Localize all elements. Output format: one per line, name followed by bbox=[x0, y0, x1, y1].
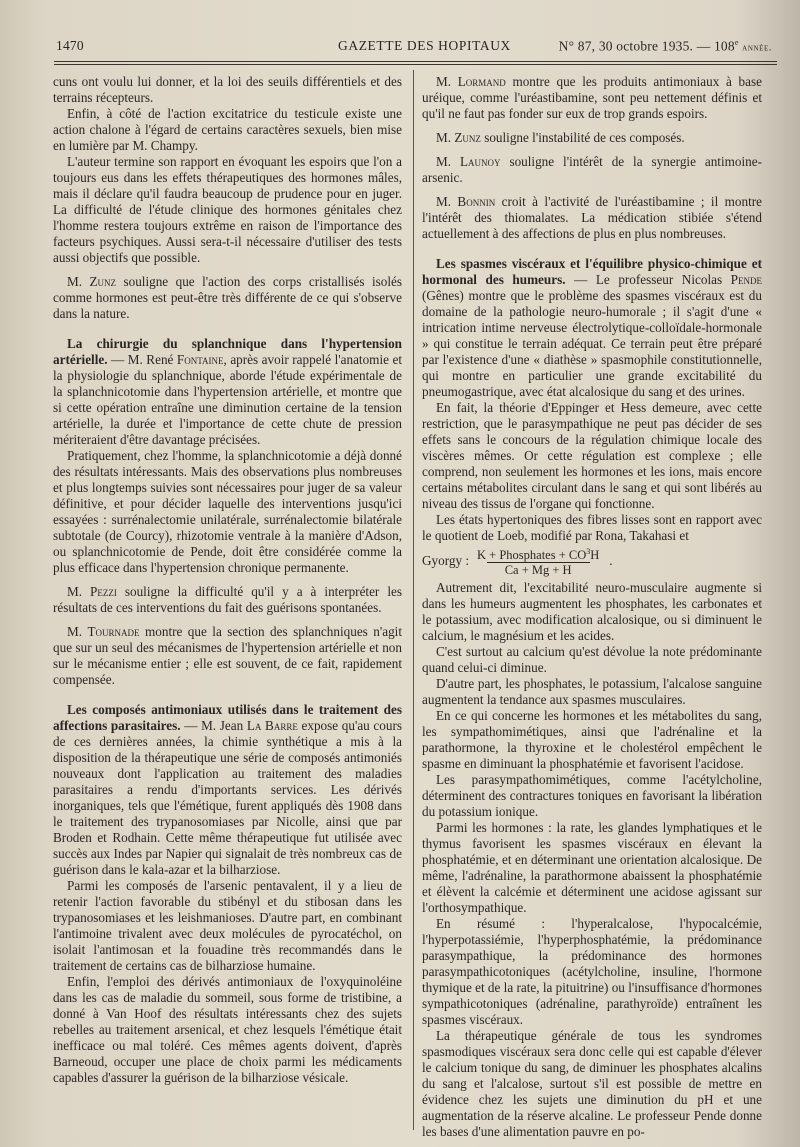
section-title: La chirurgie du splanchnique dans l'hypertension artérielle. bbox=[53, 336, 402, 367]
numerator-text: K + Phosphates + CO bbox=[477, 548, 587, 563]
paragraph-text: souligne l'instabilité de ces composés. bbox=[480, 130, 685, 145]
section-title: Les composés antimoniaux utilisés dans le traitement des affections parasitaires. bbox=[53, 702, 402, 733]
speaker-prefix: M. bbox=[436, 194, 458, 209]
journal-title: GAZETTE DES HOPITAUX bbox=[338, 38, 511, 53]
section-splanchnique bbox=[53, 336, 402, 448]
paragraph: Enfin, à côté de l'action excitatrice du testicule existe une action chalone à l'égard de certains caractères sexuels, bien mise en lumière par M. Champy. bbox=[53, 106, 402, 153]
speaker-prefix: M. bbox=[436, 154, 460, 169]
speaker-name: Fontaine bbox=[176, 352, 224, 367]
paragraph-text: expose qu'au cours de ces dernières années, la chimie synthétique a mis à la disposition de la thérapeutique une série de composés antimoniés nouveaux dont l'application au traitement des maladies parasitaires a rendu d'importants services. Les dérivés inorganiques, tels que l'émétique, furent appliqués dès 1908 dans le traitement des trypanosomiases par Nicolle, ainsi que par Broden et Rodhain. Cette même thérapeutique fut utilisée avec succès aux Indes par Napier qui signalait de très nombreux cas de guérison dans le kala-azar et la bilharziose. bbox=[53, 718, 402, 877]
paragraph bbox=[422, 194, 762, 242]
paragraph: En résumé : l'hyperalcalose, l'hypocalcémie, l'hyperpotassiémie, l'hyperphosphatémie, la prédominance parasympathique, la prédominance des hormones parasympathicotoniques (acétylcholine, insuline, l'hormone thymique et de la rate, la pituitrine) ou l'insuffisance d'hormones sympathicotoniques (adrénaline, parathyroïde) entraînent les spasmes viscéraux. bbox=[422, 916, 762, 1028]
section-intro: — M. Jean bbox=[180, 718, 247, 733]
issue-info bbox=[559, 38, 772, 55]
paragraph: Les parasympathomimétiques, comme l'acétylcholine, déterminent des contractures toniques en favorisant la libération du potassium ionique. bbox=[422, 772, 762, 820]
paragraph-continuation: cuns ont voulu lui donner, et la loi des seuils différentiels et des terrains récepteurs. bbox=[53, 74, 402, 105]
speaker-name: Pende bbox=[730, 272, 762, 287]
section-intro: — M. René bbox=[107, 352, 177, 367]
paragraph: C'est surtout au calcium qu'est dévolue la note prédominante quand celui-ci diminue. bbox=[422, 644, 762, 676]
paragraph: D'autre part, les phosphates, le potassium, l'alcalose sanguine augmentent la tendance aux spasmes musculaires. bbox=[422, 676, 762, 708]
paragraph: La thérapeutique générale de tous les syndromes spasmodiques viscéraux sera donc celle qui est capable d'élever le calcium tonique du sang, de diminuer les phosphates alcalins du sang et l'alcalose, surtout s'il est possible de mettre en évidence chez les sujets une diminution du pH et une augmentation de la réserve alcaline. Le professeur Pende donne les bases d'une alimentation pauvre en po- bbox=[422, 1028, 762, 1140]
paragraph-text: montre que les produits antimoniaux à base uréique, comme l'uréastibamine, sont peu nettement définis et qu'il ne faut pas fonder sur eux de trop grands espoirs. bbox=[422, 74, 762, 121]
formula-numerator bbox=[473, 545, 603, 562]
numerator-superscript: 3 bbox=[586, 547, 591, 556]
paragraph bbox=[422, 74, 762, 122]
left-column bbox=[53, 74, 402, 1086]
paragraph-text: souligne l'intérêt de la synergie antimoine-arsenic. bbox=[422, 154, 762, 185]
paragraph bbox=[53, 624, 402, 688]
section-spasmes bbox=[422, 256, 762, 400]
column-divider bbox=[413, 70, 414, 1130]
paragraph bbox=[53, 584, 402, 616]
paragraph-text: croit à l'activité de l'uréastibamine ; il montre l'intérêt des thiomalates. La médication stibiée s'étend actuellement à des affections de plus en plus nombreuses. bbox=[422, 194, 762, 241]
right-column bbox=[422, 74, 762, 1140]
speaker-name: Tournade bbox=[87, 624, 140, 639]
paragraph: En ce qui concerne les hormones et les métabolites du sang, les sympathomimétiques, ainsi que l'adrénaline et la parathormone, la thyroxine et le cholestérol empêchent le spasme en diminuant la phosphatémie et favorisent l'acidose. bbox=[422, 708, 762, 772]
speaker-name: Zunz bbox=[454, 130, 481, 145]
paragraph-text: (Gênes) montre que le problème des spasmes viscéraux est du domaine de la pathologie neuro-humorale ; il s'agit d'une « intrication intime nerveuse électrolytique-colloïdale-hormonale » qui constitue le terrain adéquat. Ce terrain peut être préparé par l'existence d'une « diathèse » spasmophile constitutionnelle, qui montre en particulier une grande excitabilité du pneumogastrique, avec état alcalosique du sang et des urines. bbox=[422, 288, 762, 399]
formula-end: . bbox=[609, 553, 613, 569]
speaker-name: Bonnin bbox=[457, 194, 496, 209]
page-header bbox=[56, 38, 776, 56]
paragraph: En fait, la théorie d'Eppinger et Hess demeure, avec cette restriction, que le parasympathique ne peut pas décider de ses effets sans le concours de la régulation chimique locale des viscères mêmes. Or cette régulation est complexe ; elle comprend, non seulement les hormones et les ions, mais encore certains métabolites circulant dans le sang et qui sont libérés au niveau des tissus de l'organe qui fonctionne. bbox=[422, 400, 762, 511]
paragraph-text: montre que la section des splanchniques n'agit que sur un seul des mécanismes de l'hypertension artérielle et non sur le mécanisme entier ; elle est souvent, de ce fait, rapidement compensée. bbox=[53, 624, 402, 687]
issue-number-date: N° 87, 30 octobre 1935. — 108 bbox=[558, 38, 735, 54]
paragraph: L'auteur termine son rapport en évoquant les espoirs que l'on a toujours eus dans les effets thérapeutiques des hormones mâles, mais il déclare qu'il faudra beaucoup de prudence pour en juger. La difficulté de l'étude clinique des hormones génitales chez l'homme restera toujours extrême en raison de l'importance des facteurs psychiques. Aussi sera-t-il nécessaire d'utiliser des tests aussi objectifs que possible. bbox=[53, 154, 402, 265]
paragraph bbox=[422, 130, 762, 146]
header-rule-top bbox=[54, 61, 777, 62]
paragraph: Les états hypertoniques des fibres lisses sont en rapport avec le quotient de Loeb, modifié par Rona, Takahasi et bbox=[422, 512, 762, 543]
speaker-name: Pezzi bbox=[90, 584, 117, 599]
speaker-name: Lormand bbox=[457, 74, 506, 89]
issue-ordinal-suffix: e bbox=[734, 38, 739, 47]
paragraph-text: souligne la difficulté qu'il y a à interpréter les résultats de ces interventions du fait des guérisons spontanées. bbox=[53, 584, 402, 615]
section-intro: — Le professeur Nicolas bbox=[565, 272, 731, 287]
header-rule-bottom bbox=[54, 64, 777, 65]
speaker-prefix: M. bbox=[67, 624, 88, 639]
formula-fraction bbox=[473, 545, 603, 577]
numerator-tail: H bbox=[590, 548, 600, 563]
section-antimoniaux bbox=[53, 702, 402, 878]
speaker-prefix: M. bbox=[67, 584, 91, 599]
speaker-name: La Barre bbox=[246, 718, 298, 733]
formula-denominator: Ca + Mg + H bbox=[487, 562, 590, 577]
paragraph bbox=[422, 154, 762, 186]
page-number: 1470 bbox=[56, 38, 84, 53]
speaker-prefix: M. bbox=[67, 274, 90, 289]
section-title: Les spasmes viscéraux et l'équilibre physico-chimique et hormonal des humeurs. bbox=[422, 256, 762, 287]
paragraph: Pratiquement, chez l'homme, la splanchnicotomie a déjà donné des résultats intéressants. Mais des observations plus nombreuses et plus longtemps suivies sont nécessaires pour juger de sa valeur définitive, et pour décider laquelle des interventions jusqu'ici essayées : surrénalectomie unilatérale, surrénalectomie bilatérale subtotale (de Courcy), rhizotomie ventrale à la manière d'Adson, ou splanchnicotomie de Pende, doit être considérée comme la plus efficace dans l'hypertension chronique permanente. bbox=[53, 448, 402, 575]
formula-label: Gyorgy : bbox=[422, 553, 470, 569]
issue-year-label: année. bbox=[742, 42, 772, 54]
paragraph: Parmi les composés de l'arsenic pentavalent, il y a lieu de retenir l'action favorable du stibényl et du stibosan dans les trypanosomiases et les leishmanioses. D'autre part, en combinant l'antimoine trivalent avec deux molécules de pyrocatéchol, on isolait l'antimosan et la fouadine très recommandés dans le traitement de certains cas de bilharziose humaine. bbox=[53, 878, 402, 973]
paragraph: Autrement dit, l'excitabilité neuro-musculaire augmente si dans les humeurs augmentent les phosphates, les carbonates et le potassium, avec modification alcalosique, ou si diminuent le calcium, le magnésium et les acides. bbox=[422, 580, 762, 644]
speaker-prefix: M. bbox=[436, 130, 455, 145]
speaker-name: Launoy bbox=[459, 154, 501, 169]
speaker-prefix: M. bbox=[436, 74, 458, 89]
paragraph: Enfin, l'emploi des dérivés antimoniaux de l'oxyquinoléine dans les cas de maladie du sommeil, sous forme de tristibine, a donné à Van Hoof des résultats intéressants chez des sujets rebelles au traitement arsenical, et chez lesquels l'émétique était inefficace ou mal toléré. Ces mêmes agents doivent, d'après Barneoud, occuper une place de choix parmi les médicaments capables d'assurer la guérison de la bilharziose vésicale. bbox=[53, 974, 402, 1085]
paragraph-text: , après avoir rappelé l'anatomie et la physiologie du splanchnique, aborde l'étude expérimentale de la splanchnicotomie dans l'hypertension artérielle, et montre que si cette opération entraîne une diminution certaine de la tension artérielle, la durée et l'importance de cette chute de pression mériteraient d'être davantage précisées. bbox=[53, 352, 402, 447]
paragraph bbox=[53, 274, 402, 322]
speaker-name: Zunz bbox=[89, 274, 117, 289]
paragraph: Parmi les hormones : la rate, les glandes lymphatiques et le thymus favorisent les spasmes viscéraux en élevant la phosphatémie, et en déterminant une orientation alcalosique. De même, l'adrénaline, la parathormone abaissent la phosphatémie et élèvent la calcémie et déterminent une acidose agissant sur l'orthosympathique. bbox=[422, 820, 762, 916]
paragraph-text: souligne que l'action des corps cristallisés isolés comme hormones est peut-être très différente de ce qui s'observe dans la nature. bbox=[53, 274, 402, 321]
loeb-quotient-formula bbox=[422, 545, 762, 577]
